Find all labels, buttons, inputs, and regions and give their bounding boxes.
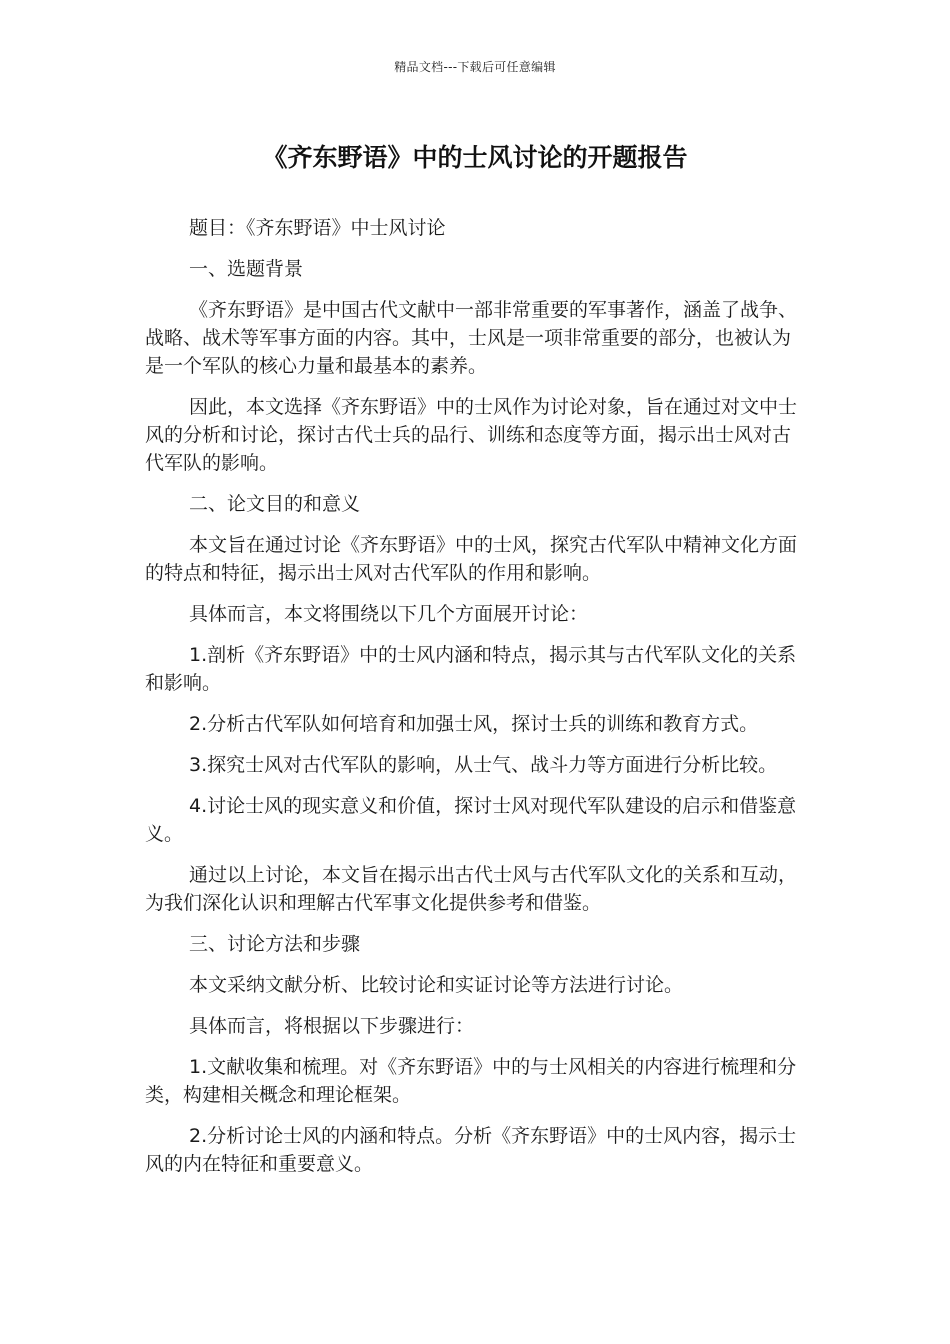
list-item: 1.剖析《齐东野语》中的士风内涵和特点，揭示其与古代军队文化的关系和影响。 [145, 644, 797, 694]
header-note: 精品文档---下载后可任意编辑 [394, 60, 556, 74]
list-item: 2.分析讨论士风的内涵和特点。分析《齐东野语》中的士风内容，揭示士风的内在特征和重要意义。 [145, 1125, 797, 1175]
paragraph: 本文采纳文献分析、比较讨论和实证讨论等方法进行讨论。 [189, 974, 684, 996]
section-heading-purpose: 二、论文目的和意义 [189, 493, 361, 515]
paragraph: 通过以上讨论，本文旨在揭示出古代士风与古代军队文化的关系和互动，为我们深化认识和理解古代军事文化提供参考和借鉴。 [145, 864, 798, 914]
paragraph: 具体而言，本文将围绕以下几个方面展开讨论： [189, 603, 589, 625]
paragraph: 具体而言，将根据以下步骤进行： [189, 1015, 475, 1037]
list-item: 3.探究士风对古代军队的影响，从士气、战斗力等方面进行分析比较。 [189, 754, 778, 776]
section-heading-method: 三、讨论方法和步骤 [189, 933, 361, 955]
topic-line: 题目：《齐东野语》中士风讨论 [189, 217, 446, 239]
list-item: 4.讨论士风的现实意义和价值，探讨士风对现代军队建设的启示和借鉴意义。 [145, 795, 797, 845]
list-item: 2.分析古代军队如何培育和加强士风，探讨士兵的训练和教育方式。 [189, 713, 759, 735]
paragraph: 本文旨在通过讨论《齐东野语》中的士风，探究古代军队中精神文化方面的特点和特征，揭示出士风对古代军队的作用和影响。 [145, 534, 798, 584]
list-item: 1.文献收集和梳理。对《齐东野语》中的与士风相关的内容进行梳理和分类，构建相关概念和理论框架。 [145, 1056, 797, 1106]
document-title: 《齐东野语》中的士风讨论的开题报告 [262, 143, 688, 172]
paragraph: 《齐东野语》是中国古代文献中一部非常重要的军事著作，涵盖了战争、战略、战术等军事方面的内容。其中，士风是一项非常重要的部分，也被认为是一个军队的核心力量和最基本的素养。 [145, 299, 798, 377]
document-body [145, 214, 805, 1191]
section-heading-background: 一、选题背景 [189, 258, 304, 280]
paragraph: 因此，本文选择《齐东野语》中的士风作为讨论对象，旨在通过对文中士风的分析和讨论，探讨古代士兵的品行、训练和态度等方面，揭示出士风对古代军队的影响。 [145, 396, 798, 474]
